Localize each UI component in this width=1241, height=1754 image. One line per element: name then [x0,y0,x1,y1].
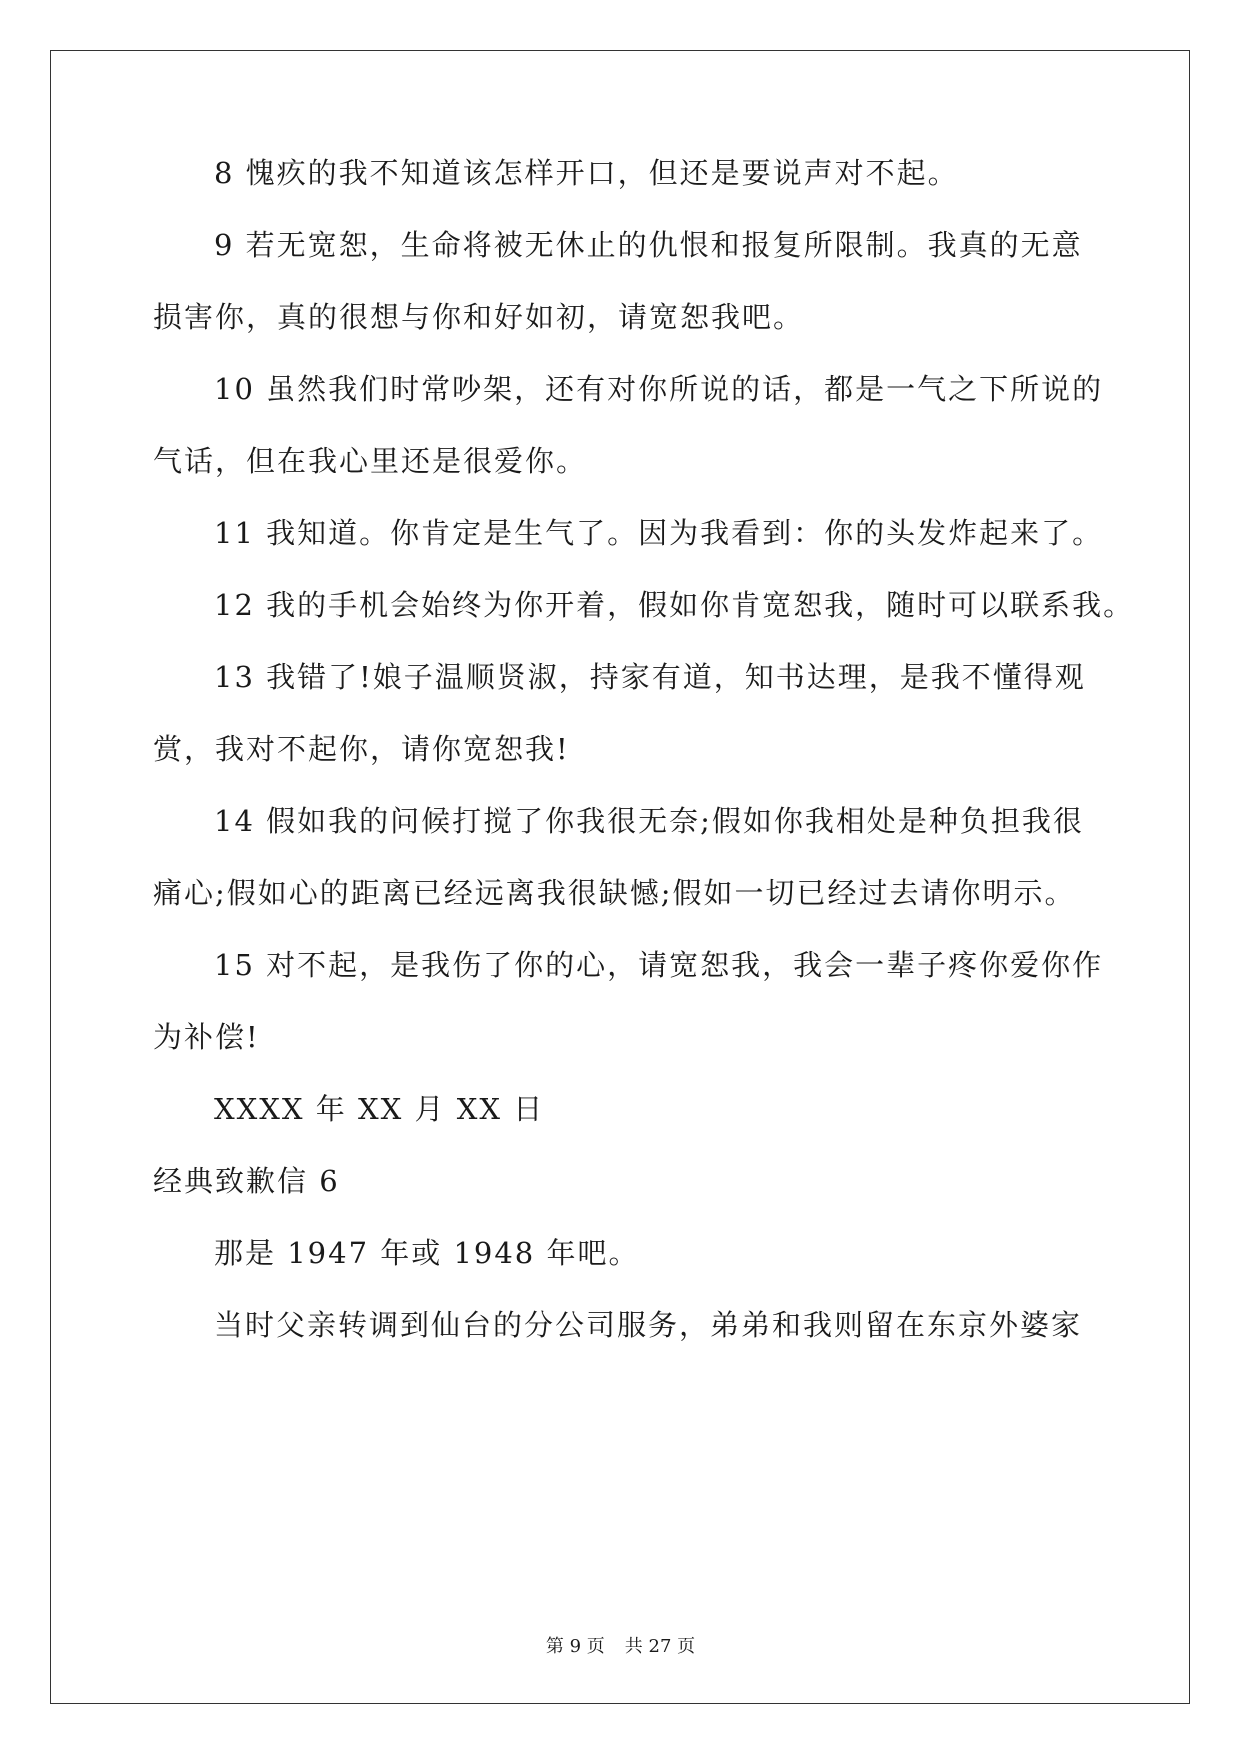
paragraph-8: 8 愧疚的我不知道该怎样开口，但还是要说声对不起。 [214,156,959,190]
story-line-1: 那是 1947 年或 1948 年吧。 [214,1236,640,1270]
paragraph-12: 12 我的手机会始终为你开着，假如你肯宽恕我，随时可以联系我。 [214,588,1135,622]
date-line: XXXX 年 XX 月 XX 日 [214,1092,545,1126]
paragraph-14-line-2: 痛心;假如心的距离已经远离我很缺憾;假如一切已经过去请你明示。 [153,876,1076,910]
page-total: 共 27 页 [624,1636,696,1657]
story-line-2: 当时父亲转调到仙台的分公司服务，弟弟和我则留在东京外婆家 [214,1308,1083,1342]
paragraph-13-line-2: 赏，我对不起你，请你宽恕我! [153,732,570,766]
paragraph-15-line-2: 为补偿! [153,1020,260,1054]
paragraph-14-line-1: 14 假如我的问候打搅了你我很无奈;假如你我相处是种负担我很 [214,804,1084,838]
paragraph-10-line-2: 气话，但在我心里还是很爱你。 [153,444,588,478]
paragraph-10-line-1: 10 虽然我们时常吵架，还有对你所说的话，都是一气之下所说的 [214,372,1104,406]
paragraph-9-line-2: 损害你，真的很想与你和好如初，请宽恕我吧。 [153,300,805,334]
paragraph-11: 11 我知道。你肯定是生气了。因为我看到：你的头发炸起来了。 [214,516,1104,550]
paragraph-13-line-1: 13 我错了!娘子温顺贤淑，持家有道，知书达理，是我不懂得观 [214,660,1086,694]
page-number: 第 9 页 [545,1636,605,1657]
page-footer [0,1636,1241,1658]
paragraph-9-line-1: 9 若无宽恕，生命将被无休止的仇恨和报复所限制。我真的无意 [214,228,1083,262]
section-heading: 经典致歉信 6 [153,1164,340,1198]
paragraph-15-line-1: 15 对不起，是我伤了你的心，请宽恕我，我会一辈子疼你爱你作 [214,948,1104,982]
